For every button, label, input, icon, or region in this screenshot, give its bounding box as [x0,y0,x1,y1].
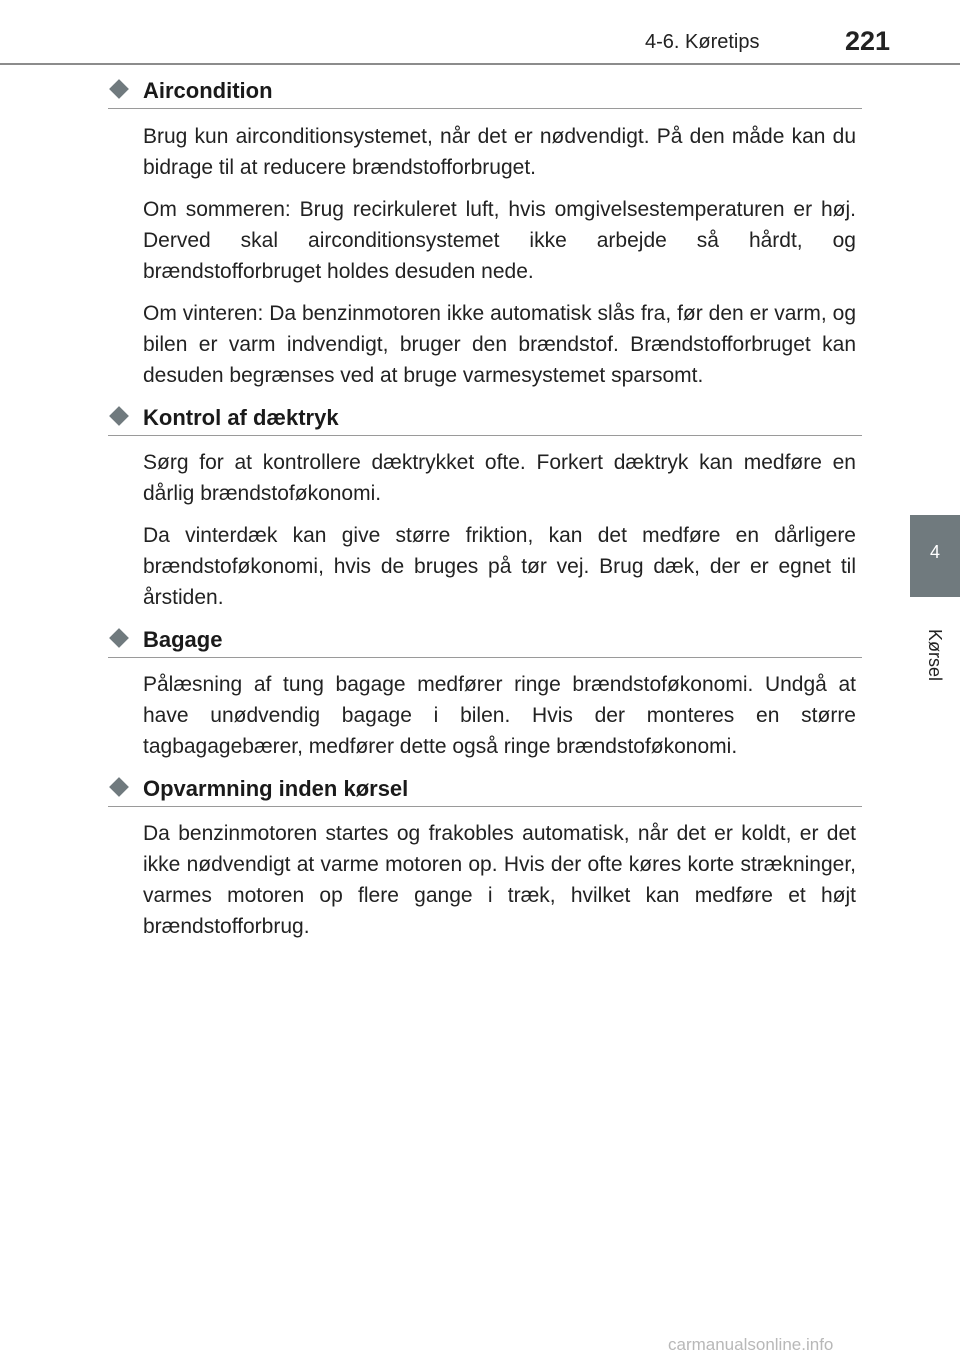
section-heading [108,74,862,109]
header-divider [0,63,960,65]
section-title: Bagage [143,627,223,652]
section-title: Opvarmning inden kørsel [143,776,409,801]
paragraph: Brug kun airconditionsystemet, når det er nødvendigt. På den måde kan du bidrage til at reducere brændstofforbruget. [143,125,856,179]
chapter-label: Kørsel [925,628,945,681]
page-header [0,0,960,70]
page-content [108,74,862,952]
chapter-tab [910,515,960,597]
chapter-number: 4 [929,542,940,562]
page-number: 221 [845,26,891,56]
section-aircondition [108,74,862,391]
diamond-bullet-icon [109,79,129,99]
paragraph: Pålæsning af tung bagage medfører ringe brændstoføkonomi. Undgå at have unødvendig bagage i bilen. Hvis der monteres en større tagbagagebærer, medfører dette også ringe brændstoføkonomi. [143,673,856,758]
section-heading [108,772,862,807]
paragraph: Da benzinmotoren startes og frakobles automatisk, når det er koldt, er det ikke nødvendigt at varme motoren op. Hvis der ofte køres korte strækninger, varmes motoren op flere gange i træk, hvilket kan medføre et højt brændstofforbrug. [143,822,856,938]
diamond-bullet-icon [109,777,129,797]
section-title: Aircondition [143,78,273,103]
section-tire-pressure [108,401,862,613]
paragraph: Om vinteren: Da benzinmotoren ikke automatisk slås fra, før den er varm, og bilen er varm indvendigt, bruger den brændstof. Brændstofforbruget kan desuden begrænses ved at bruge varmesystemet sparsomt. [143,302,856,387]
paragraph: Om sommeren: Brug recirkuleret luft, hvis omgivelsestemperaturen er høj. Derved skal airconditionsystemet ikke arbejde så hårdt, og brændstofforbruget holdes desuden nede. [143,198,856,283]
diamond-bullet-icon [109,628,129,648]
paragraph: Sørg for at kontrollere dæktrykket ofte. Forkert dæktryk kan medføre en dårlig brændstoføkonomi. [143,451,856,505]
section-title: Kontrol af dæktryk [143,405,339,430]
section-heading [108,401,862,436]
section-warm-up [108,772,862,942]
paragraph: Da vinterdæk kan give større friktion, kan det medføre en dårligere brændstoføkonomi, hvis de bruges på tør vej. Brug dæk, der er egnet til årstiden. [143,524,856,609]
section-reference: 4-6. Køretips [645,31,760,53]
section-luggage [108,623,862,762]
diamond-bullet-icon [109,406,129,426]
section-heading [108,623,862,658]
watermark: carmanualsonline.info [668,1335,834,1354]
